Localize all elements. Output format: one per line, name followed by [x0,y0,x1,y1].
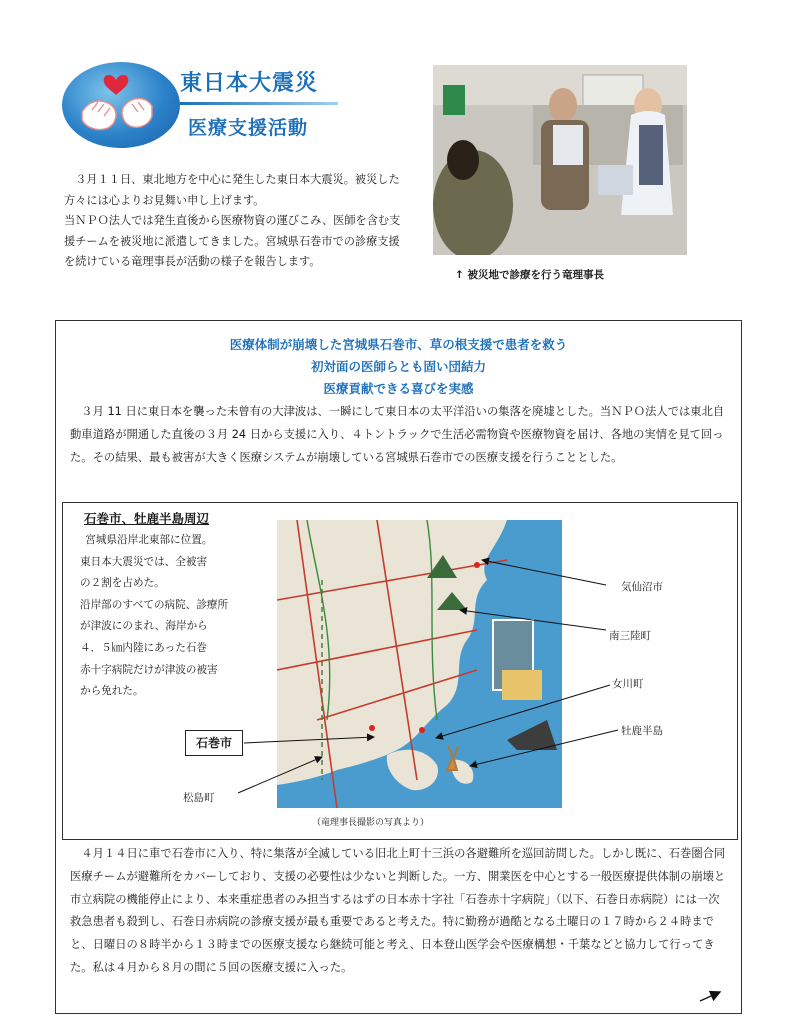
coastal-map-image [277,520,562,808]
headline-3: 医療貢献できる喜びを実感 [323,381,474,396]
label-kesennuma: 気仙沼市 [621,581,663,593]
logo-subtitle: 医療支援活動 [188,117,309,139]
regional-map-photo [277,520,562,808]
photo-doctor-treating-patient [433,65,687,255]
hands-heart-icon [62,62,180,148]
logo-title: 東日本大震災 [180,71,319,96]
label-minamisanriku: 南三陸町 [609,630,651,642]
article-paragraph-1 [70,401,730,469]
headline-1: 医療体制が崩壊した宮城県石巻市、草の根支援で患者を救う [229,337,568,352]
map-caption: （竜理事長撮影の写真より） [312,818,430,828]
headline-2: 初対面の医師らとも固い団結力 [310,359,486,374]
map-desc-line: の２割を占めた。 [80,577,165,590]
map-desc-line: 宮城県沿岸北東部に位置。 [85,534,213,546]
intro-text [64,170,410,273]
article-paragraph-1-text: ３月 11 日に東日本を襲った未曾有の大津波は、一瞬にして東日本の太平洋沿いの集落を廃墟とした。当ＮＰＯ法人では東北自動車道路が開通した直後の３月 24 日から支援に入り、４トントラックで生活必需物資や医療物資を届け、各地の実情を見て回った。その結果、最も被害が大きく医療システムが崩壊している宮城県石巻市での医療支援を行うこととした。 [70,405,725,464]
intro-paragraph-1: ３月１１日、東北地方を中心に発生した東日本大震災。被災した方々には心よりお見舞い申し上げます。 [64,173,400,207]
map-desc-line: 沿岸部のすべての病院、診療所 [80,598,229,611]
label-onagawa: 女川町 [612,678,644,690]
relief-photo [433,65,687,255]
logo-divider [180,102,338,105]
label-oshika: 牡鹿半島 [621,725,663,737]
map-desc-line: 東日本大震災では、全被害 [80,555,208,568]
intro-paragraph-2: 当ＮＰＯ法人では発生直後から医療物資の運びこみ、医師を含む支援チームを被災地に派遣してきました。宮城県石巻市での診療支援を続けている竜理事長が活動の様子を報告します。 [64,214,401,268]
article-paragraph-2 [70,843,730,980]
map-desc-line: が津波にのまれ、海岸から [80,620,208,633]
map-description [80,530,270,703]
label-matsushima: 松島町 [183,792,215,804]
map-desc-line: 赤十字病院だけが津波の被害 [80,663,218,676]
map-desc-line: から免れた。 [80,685,144,698]
logo-hands-emblem [62,62,180,148]
article-paragraph-2-text: ４月１４日に車で石巻市に入り、特に集落が全滅している旧北上町十三浜の各避難所を巡回訪問した。しかし既に、石巻圏合同医療チームが避難所をカバーしており、支援の必要性は少ないと判断した。一方、開業医を中心とする一般医療提供体制の崩壊と市立病院の機能停止により、本来重症患者のみ担当するはずの日本赤十字社「石巻赤十字病院」（以下、石巻日赤病院）には一次救急患者も殺到し、石巻日赤病院の診療支援が最も重要であると考えた。特に勤務が過酷となる土曜日の１７時から２４時までと、日曜日の８時半から１３時までの医療支援なら継続可能と考え、日本登山医学会や医療構想・千葉などと協力して行ってきた。私は４月から８月の間に５回の医療支援に入った。 [70,847,726,974]
label-ishinomaki: 石巻市 [185,730,243,756]
map-desc-line: ４．５㎞内陸にあった石巻 [80,641,208,654]
photo-caption: ↑ 被災地で診療を行う竜理事長 [455,269,604,281]
logo [62,58,352,154]
map-section-title: 石巻市、牡鹿半島周辺 [84,511,210,526]
